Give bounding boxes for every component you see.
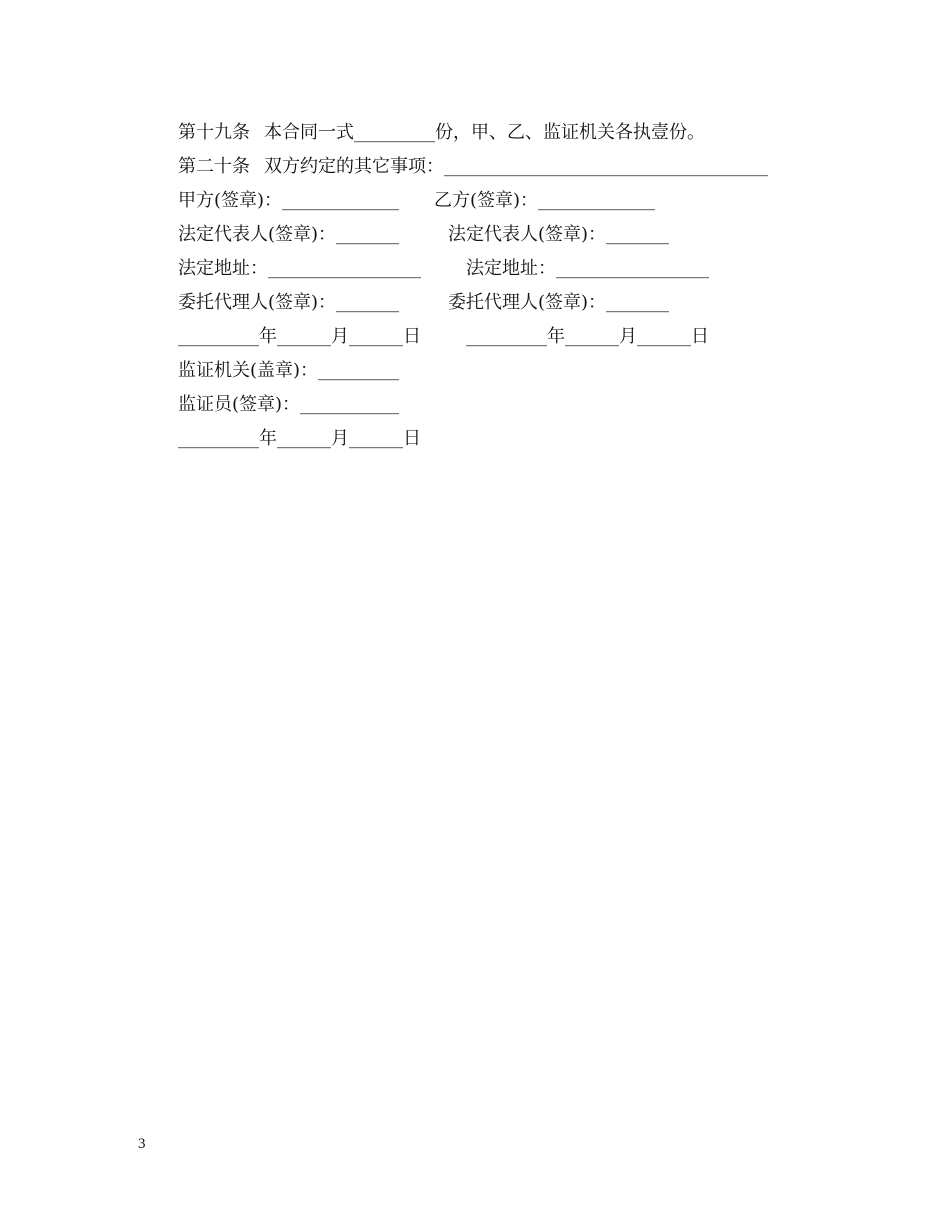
document-body — [178, 116, 798, 456]
date-a: _________年______月______日 — [178, 326, 421, 347]
article-19-number: 第十九条 — [178, 122, 250, 143]
supervision-authority-seal: 监证机关(盖章)：_________ — [178, 360, 400, 381]
legal-rep-b-signature: 法定代表人(签章)：_______ — [448, 224, 670, 245]
signature-row-address — [178, 252, 798, 286]
article-20-number: 第二十条 — [178, 156, 250, 177]
article-20 — [178, 150, 798, 184]
page-number: 3 — [138, 1136, 146, 1152]
supervision-officer — [178, 388, 798, 422]
supervision-date-text: _________年______月______日 — [178, 428, 421, 449]
signature-row-party — [178, 184, 798, 218]
agent-b-signature: 委托代理人(签章)：_______ — [448, 292, 670, 313]
supervision-date — [178, 422, 798, 456]
signature-row-agent — [178, 286, 798, 320]
supervision-authority — [178, 354, 798, 388]
agent-a-signature: 委托代理人(签章)：_______ — [178, 292, 400, 313]
supervision-officer-signature: 监证员(签章)：___________ — [178, 394, 400, 415]
date-b: _________年______月______日 — [466, 326, 709, 347]
signature-row-date — [178, 320, 798, 354]
article-19-text: 本合同一式_________份，甲、乙、监证机关各执壹份。 — [264, 122, 705, 143]
address-b: 法定地址：_________________ — [466, 258, 709, 279]
legal-rep-a-signature: 法定代表人(签章)：_______ — [178, 224, 400, 245]
signature-row-legal-rep — [178, 218, 798, 252]
address-a: 法定地址：_________________ — [178, 258, 421, 279]
article-20-text: 双方约定的其它事项：____________________________________ — [264, 156, 768, 177]
party-b-signature: 乙方(签章)：_____________ — [434, 190, 656, 211]
party-a-signature: 甲方(签章)：_____________ — [178, 190, 400, 211]
article-19 — [178, 116, 798, 150]
